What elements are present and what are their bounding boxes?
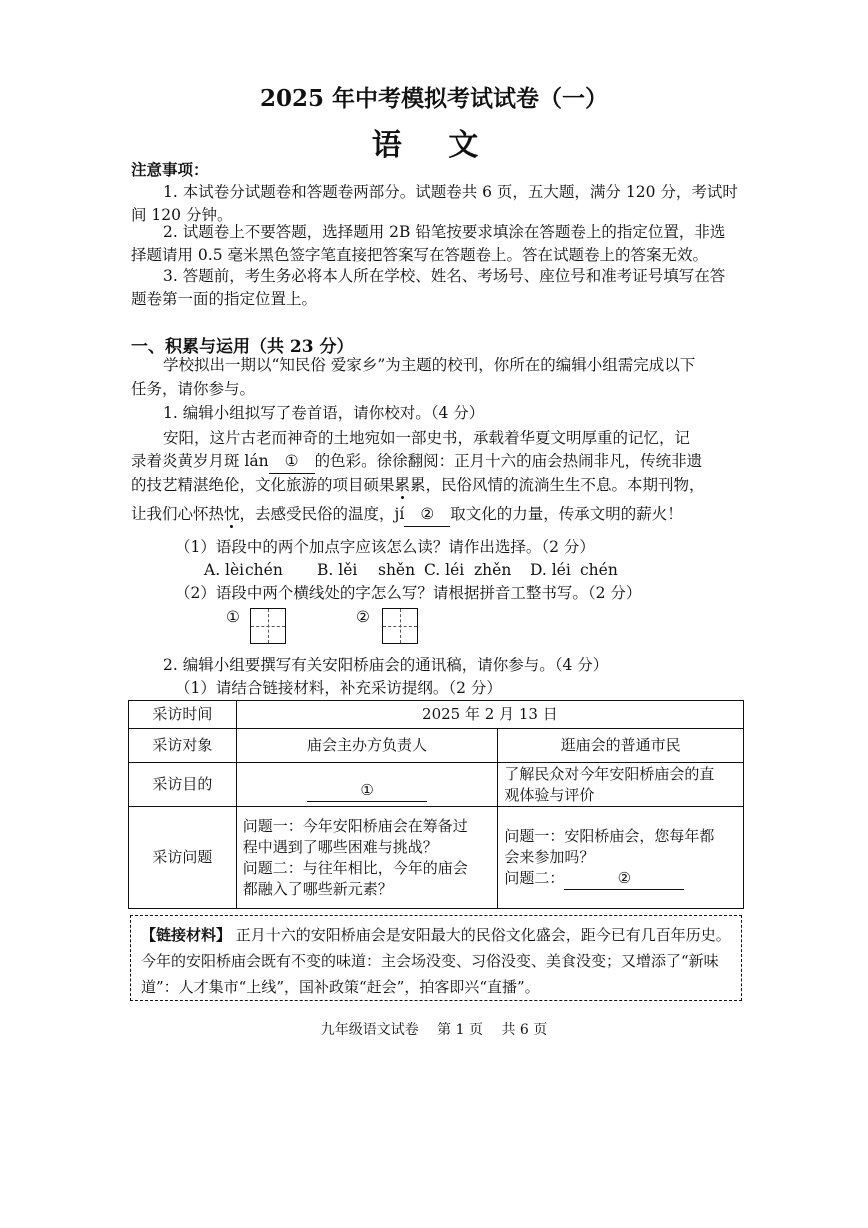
option-a[interactable]: A. lèi (204, 561, 245, 579)
question-1: 1. 编辑小组拟写了卷首语，请你校对。（4 分） (163, 404, 485, 422)
notice-item-2-line-1: 2. 试题卷上不要答题，选择题用 2B 铅笔按要求填涂在答题卷上的指定位置，非选 (163, 223, 726, 241)
notice-item-3-line-1: 3. 答题前，考生务必将本人所在学校、姓名、考场号、座位号和准考证号填写在答 (163, 267, 726, 285)
exam-title: 2025 年中考模拟考试试卷（一） (259, 85, 609, 112)
question-2-1: （1）请结合链接材料，补充采访提纲。（2 分） (175, 679, 502, 697)
link-material-box (130, 915, 742, 1001)
questions-organizer (236, 807, 498, 909)
link-material-text: 正月十六的安阳桥庙会是安阳最大的民俗文化盛会，距今已有几百年历史。今年的安阳桥庙会既有不变的味道：主会场没变、习俗没变、美食没变；又增添了“新味道”：人才集市“上线”，国补政策“赶会”，拍客即兴“直播”。 (141, 926, 731, 996)
table-row (129, 701, 744, 729)
passage-line-1: 安阳，这片古老而神奇的土地宛如一部史书，承载着华夏文明厚重的记忆，记 (163, 429, 691, 447)
blank-purpose-1[interactable]: ① (307, 780, 427, 802)
blank-1[interactable]: ① (269, 450, 315, 474)
notice-item-3-line-2: 题卷第一面的指定位置上。 (131, 290, 318, 308)
interview-outline-table (128, 700, 744, 909)
label-interview-time: 采访时间 (129, 701, 237, 729)
label-interview-purpose: 采访目的 (129, 763, 237, 807)
blank-question-2[interactable]: ② (564, 868, 684, 890)
interview-time-value: 2025 年 2 月 13 日 (236, 701, 743, 729)
passage-line-4-text-c: 取文化的力量，传承文明的薪火！ (450, 505, 683, 523)
notice-heading: 注意事项： (131, 160, 209, 179)
question-2: 2. 编辑小组要撰写有关安阳桥庙会的通讯稿，请你参与。（4 分） (163, 656, 609, 674)
target-organizer: 庙会主办方负责人 (236, 729, 498, 763)
passage-line-2-text-b: 的色彩。徐徐翻阅：正月十六的庙会热闹非凡，传统非遗 (314, 452, 703, 470)
section-1-heading: 一、积累与运用（共 23 分） (131, 337, 354, 357)
target-citizen: 逛庙会的普通市民 (498, 729, 744, 763)
blank-2[interactable]: ② (404, 503, 450, 527)
questions-organizer-line-3: 问题二：与往年相比，今年的庙会 (242, 858, 468, 877)
label-interview-questions: 采访问题 (129, 807, 237, 909)
option-b-pinyin-2: shěn (378, 561, 416, 579)
label-interview-target: 采访对象 (129, 729, 237, 763)
questions-organizer-line-1: 问题一：今年安阳桥庙会在筹备过 (242, 816, 468, 835)
passage-line-4-text-a: 让我们心怀热 (131, 505, 225, 523)
purpose-citizen-line-2: 观体验与评价 (504, 785, 595, 804)
link-material-tag: 【链接材料】 (141, 926, 232, 944)
passage-line-3 (131, 474, 705, 497)
questions-citizen-line-3-text: 问题二： (504, 868, 565, 887)
dotted-char-2: 忱 (224, 505, 240, 523)
section-1-intro-line-1: 学校拟出一期以“知民俗 爱家乡”为主题的校刊，你所在的编辑小组需完成以下 (163, 356, 696, 374)
grid-label-1: ① (226, 608, 240, 626)
option-c[interactable]: C. léi (424, 561, 465, 579)
page-footer: 九年级语文试卷 第 1 页 共 6 页 (320, 1022, 548, 1038)
grid-label-2: ② (356, 608, 370, 626)
passage-line-2-text-a: 录着炎黄岁月斑 lán (131, 452, 269, 470)
questions-organizer-line-4: 都融入了哪些新元素？ (242, 879, 393, 898)
notice-item-2-line-2: 择题请用 0.5 毫米黑色签字笔直接把答案写在答题卷上。答在试题卷上的答案无效。 (131, 246, 709, 264)
questions-citizen-line-2: 会来参加吗？ (504, 847, 595, 866)
questions-organizer-line-2: 程中遇到了哪些困难与挑战？ (242, 837, 438, 856)
passage-line-4 (131, 503, 683, 527)
option-d[interactable]: D. léi (530, 561, 571, 579)
writing-grid-1[interactable] (250, 608, 286, 644)
option-a-pinyin-2: chén (245, 561, 283, 579)
passage-line-3-text-a: 的技艺精湛绝伦，文化旅游的项目硕果 (131, 476, 395, 494)
section-1-intro-line-2: 任务，请你参与。 (131, 380, 256, 398)
subject-title: 语 文 (371, 128, 497, 163)
question-1-1: （1）语段中的两个加点字应该怎么读？请作出选择。（2 分） (175, 538, 595, 556)
question-1-2: （2）语段中两个横线处的字怎么写？请根据拼音工整书写。（2 分） (175, 584, 642, 602)
notice-item-1-line-1: 1. 本试卷分试题卷和答题卷两部分。试题卷共 6 页，五大题，满分 120 分，考试时 (163, 183, 738, 201)
purpose-citizen-line-1: 了解民众对今年安阳桥庙会的直 (504, 764, 715, 783)
table-row (129, 763, 744, 807)
option-b[interactable]: B. lěi (317, 561, 358, 579)
purpose-organizer-cell (236, 763, 498, 807)
passage-line-3-text-b: 累，民俗风情的流淌生生不息。本期刊物， (410, 476, 705, 494)
writing-grid-2[interactable] (382, 608, 418, 644)
table-row (129, 807, 744, 909)
option-d-pinyin-2: chén (580, 561, 618, 579)
option-c-pinyin-2: zhěn (474, 561, 512, 579)
questions-citizen (498, 807, 744, 909)
passage-line-2 (131, 450, 702, 474)
dotted-char-1: 累 (394, 476, 411, 494)
table-row (129, 729, 744, 763)
questions-citizen-line-1: 问题一：安阳桥庙会，您每年都 (504, 826, 715, 845)
notice-item-1-line-2: 间 120 分钟。 (131, 206, 233, 224)
purpose-citizen (498, 763, 744, 807)
questions-citizen-line-3 (504, 868, 737, 890)
passage-line-4-text-b: ，去感受民俗的温度，jí (239, 505, 405, 523)
